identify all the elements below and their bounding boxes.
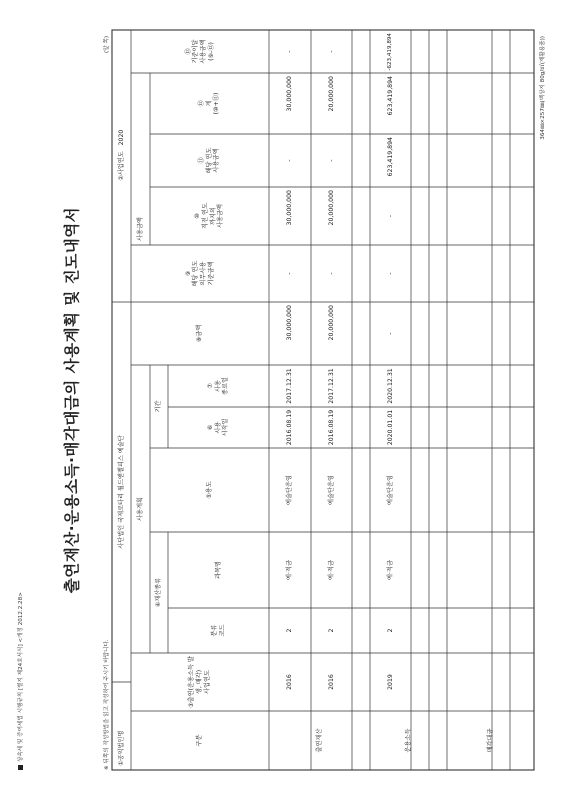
col-total: ⑫ 계 (⑩+⑪) — [197, 92, 221, 115]
form-title: 출연재산·운용소득·매각대금의 사용계획 및 진도내역서 — [63, 206, 81, 594]
row3-amount: - — [386, 332, 394, 335]
row3-obligation: - — [386, 272, 394, 275]
row2-purpose: 예술단운영 — [327, 475, 335, 505]
col-period: 기간 — [155, 400, 163, 413]
col-start-date: ⑥ 사용 시작일 — [206, 418, 230, 437]
row3-compare: -623,419,894 — [387, 33, 393, 71]
row1-subject: 예·적금 — [286, 560, 294, 580]
row1-total: 30,000,000 — [286, 76, 294, 112]
col-obligation: ⑨ 해당 연도 의무사용 기준금액 — [184, 260, 215, 287]
page-side-label: (앞 쪽) — [104, 36, 110, 53]
section-sale-proceeds: 매각대금 — [486, 728, 494, 753]
col-subject: 과목명 — [214, 561, 222, 579]
col-class-code: 분류 코드 — [210, 624, 226, 637]
col-prev-used: ⑩ 직전 연도 까지의 사용금액 — [194, 203, 225, 229]
col-compare: ⑬ 기준이달 사용금액 (⑨-⑫) — [184, 39, 215, 64]
row1-prev: 30,000,000 — [286, 190, 294, 226]
row1-compare: - — [286, 50, 294, 53]
row2-end: 2017.12.31 — [327, 368, 335, 404]
row3-purpose: 예술단운영 — [386, 475, 394, 505]
row2-start: 2016.08.19 — [327, 409, 335, 446]
row2-total: 20,000,000 — [327, 76, 335, 112]
col-end-date: ⑦ 사용 종료일 — [206, 377, 230, 395]
fiscal-year-label: ②사업연도 — [117, 151, 125, 181]
org-name-label: ①공익법인명 — [117, 730, 125, 766]
row1-curr: - — [286, 159, 294, 162]
col-asset-type: ④재산종류 — [155, 577, 163, 608]
row1-year: 2016 — [286, 674, 294, 690]
row2-code: 2 — [327, 628, 335, 633]
col-amount: ⑧금액 — [196, 324, 204, 343]
section-operating-income: 운용소득 — [404, 728, 412, 753]
row2-curr: - — [327, 159, 335, 162]
row1-obligation: - — [286, 272, 294, 275]
row2-subject: 예·적금 — [327, 560, 335, 580]
row2-obligation: - — [327, 272, 335, 275]
row3-prev: - — [386, 214, 394, 218]
row2-compare: - — [327, 50, 335, 53]
row2-amount: 20,000,000 — [327, 305, 335, 341]
row3-year: 2019 — [386, 674, 394, 690]
form-law-reference: 상속세 및 증여세법 시행규칙 [별지 제24호서식] <개정 2012.2.28> — [16, 592, 24, 770]
row3-subject: 예·적금 — [386, 560, 394, 580]
col-curr-used: ⑪ 해당 연도 사용금액 — [197, 147, 221, 174]
row3-end: 2020.12.31 — [386, 368, 394, 404]
row1-start: 2016.08.19 — [286, 409, 294, 446]
col-purpose: ⑤용도 — [205, 481, 213, 499]
row1-amount: 30,000,000 — [286, 305, 294, 341]
row2-prev: 20,000,000 — [327, 190, 335, 226]
fiscal-year-value: 2020 — [117, 129, 125, 146]
row1-code: 2 — [286, 628, 294, 633]
org-name-value: 사단법인 국제로타리 월드앤젤피스 예술단 — [117, 435, 125, 549]
row1-purpose: 예술단운영 — [286, 475, 294, 505]
row3-start: 2020.01.01 — [386, 409, 394, 446]
row2-year: 2016 — [327, 674, 335, 690]
instruction-note: ※ 뒤쪽의 작성방법을 읽고 작성하여 주시기 바랍니다. — [104, 639, 110, 770]
col-category: 구분 — [196, 734, 204, 747]
row1-end: 2017.12.31 — [286, 368, 294, 404]
row3-total: 623,419,894 — [386, 76, 394, 116]
section-contribution: 출연재산 — [315, 728, 323, 753]
col-used: 사용금액 — [136, 217, 144, 241]
col-source-year: ③출연(운용소득 발 생, 매각) 사업연도 — [188, 656, 211, 708]
col-plan: 사용계획 — [136, 497, 144, 521]
row3-curr: 623,419,894 — [386, 137, 394, 177]
row3-code: 2 — [386, 628, 394, 633]
paper-spec-footer: 364㎜×257㎜(백상지 80g/㎡(재활용품)) — [540, 36, 546, 140]
